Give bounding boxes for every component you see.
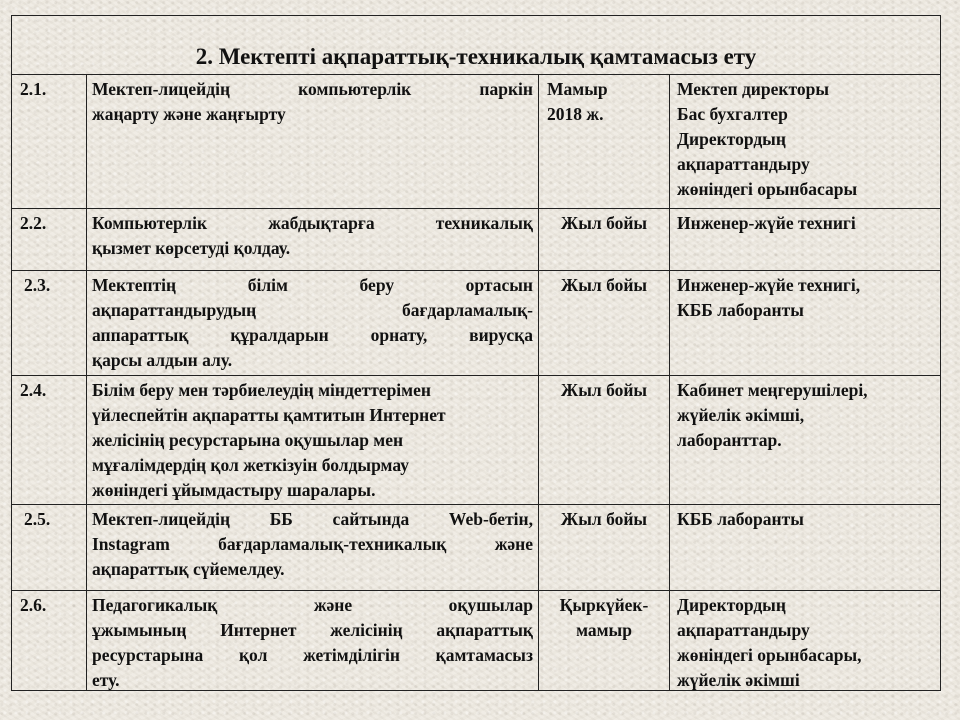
task-cell: [87, 271, 539, 375]
task-line: ақпараттандырудың бағдарламалық-: [92, 300, 533, 320]
task-line: жөніндегі ұйымдастыру шаралары.: [92, 480, 376, 500]
table-row: [12, 505, 940, 591]
time-line: Мамыр: [547, 79, 608, 99]
responsible-cell: [670, 209, 940, 270]
task-line: Білім беру мен тәрбиелеудің міндеттерімен: [92, 380, 431, 400]
task-line: жаңарту және жаңғырту: [92, 104, 286, 124]
resp-line: ақпараттандыру: [677, 620, 810, 640]
responsible-cell: [670, 591, 940, 690]
row-number: 2.3.: [12, 271, 87, 375]
time-line: Жыл бойы: [560, 380, 648, 400]
resp-line: Директордың: [677, 595, 786, 615]
table-row: [12, 209, 940, 271]
task-line: Instagram бағдарламалық-техникалық және: [92, 534, 533, 554]
task-cell: [87, 591, 539, 690]
resp-line: ақпараттандыру: [677, 154, 810, 174]
task-line: Мектеп-лицейдің ББ сайтында Web-бетін,: [92, 509, 533, 529]
responsible-cell: [670, 505, 940, 590]
responsible-cell: [670, 75, 940, 208]
task-line: қызмет көрсетуді қолдау.: [92, 238, 291, 258]
task-line: Педагогикалық және оқушылар: [92, 595, 533, 615]
task-cell: [87, 209, 539, 270]
task-line: қарсы алдын алу.: [92, 350, 233, 370]
task-cell: [87, 75, 539, 208]
time-line: Жыл бойы: [560, 213, 648, 233]
resp-line: лаборанттар.: [677, 430, 782, 450]
table-row: [12, 271, 940, 376]
resp-line: жүйелік әкімші,: [677, 405, 805, 425]
resp-line: КББ лаборанты: [677, 300, 804, 320]
time-line: Жыл бойы: [560, 509, 648, 529]
resp-line: КББ лаборанты: [677, 509, 804, 529]
task-line: ету.: [92, 670, 120, 690]
resp-line: Мектеп директоры: [677, 79, 829, 99]
row-number: 2.1.: [12, 75, 87, 208]
task-line: ресурстарына қол жетімділігін қамтамасыз: [92, 645, 533, 665]
responsible-cell: [670, 271, 940, 375]
task-cell: [87, 376, 539, 504]
time-cell: [539, 271, 670, 375]
row-number: 2.5.: [12, 505, 87, 590]
task-line: үйлеспейтін ақпаратты қамтитын Интернет: [92, 405, 446, 425]
resp-line: жөніндегі орынбасары: [677, 179, 858, 199]
row-number: 2.4.: [12, 376, 87, 504]
task-line: Мектептің білім беру ортасын: [92, 275, 533, 295]
task-line: аппараттық құралдарын орнату, вирусқа: [92, 325, 533, 345]
time-cell: [539, 376, 670, 504]
plan-table: [11, 15, 941, 691]
task-line: Компьютерлік жабдықтарға техникалық: [92, 213, 533, 233]
row-number: 2.2.: [12, 209, 87, 270]
time-line: 2018 ж.: [547, 104, 604, 124]
table-row: [12, 591, 940, 690]
time-cell: [539, 591, 670, 690]
resp-line: Кабинет меңгерушілері,: [677, 380, 868, 400]
table-row: [12, 75, 940, 209]
time-cell: [539, 505, 670, 590]
table-row: [12, 376, 940, 505]
resp-line: жөніндегі орынбасары,: [677, 645, 862, 665]
task-line: мұғалімдердің қол жеткізуін болдырмау: [92, 455, 409, 475]
task-line: ақпараттық сүйемелдеу.: [92, 559, 285, 579]
resp-line: жүйелік әкімші: [677, 670, 800, 690]
resp-line: Инженер-жүйе технигі: [677, 213, 856, 233]
task-cell: [87, 505, 539, 590]
resp-line: Бас бухгалтер: [677, 104, 788, 124]
task-line: Мектеп-лицейдің компьютерлік паркін: [92, 79, 533, 99]
resp-line: Директордың: [677, 129, 786, 149]
time-line: мамыр: [576, 620, 632, 640]
resp-line: Инженер-жүйе технигі,: [677, 275, 861, 295]
time-line: Жыл бойы: [560, 275, 648, 295]
row-number: 2.6.: [12, 591, 87, 690]
time-line: Қыркүйек-: [559, 595, 649, 615]
task-line: желісінің ресурстарына оқушылар мен: [92, 430, 404, 450]
time-cell: [539, 75, 670, 208]
table-title: 2. Мектепті ақпараттық-техникалық қамтамасыз ету: [12, 16, 940, 75]
task-line: ұжымының Интернет желісінің ақпараттық: [92, 620, 533, 640]
time-cell: [539, 209, 670, 270]
responsible-cell: [670, 376, 940, 504]
